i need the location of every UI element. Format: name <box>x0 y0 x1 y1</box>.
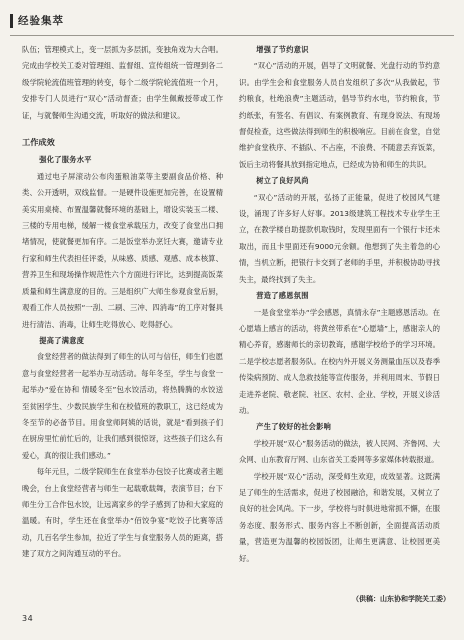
section-header-title: 经验集萃 <box>18 15 64 27</box>
paragraph-ethos: “双心”活动的开展，弘扬了正能量，促进了校园风气建设，涌现了许多好人好事。2013级建筑工程技术专业学生王立，在教学楼自助提款机取钱时，发现里面有一个银行卡还未取出，而且卡里面还有9000元余额。他想到了失主着急的心情，当机立断，把银行卡交到了老师的手里，并积极协助寻找失主，最终找到了失主。 <box>239 192 440 284</box>
section-title: 工作成效 <box>22 137 55 148</box>
contributor-signature: （供稿：山东协和学院关工委） <box>352 594 450 603</box>
page-number: 34 <box>22 614 34 623</box>
right-column <box>239 42 440 567</box>
intro-paragraph: 队伍；管理模式上，变一层抓为多层抓，变独角戏为大合唱。完成由学校关工委对管理组、监督组、宣传组统一管理到各二级学院轮流值班管理的转变，每个二级学院轮流值班一个月，安排专门人员进行“双心”活动督查；由学生佩戴授带或工作证，与就餐师生沟通交流，听取好的做法和建议。 <box>22 45 223 120</box>
paragraph-gratitude: 一是食堂堂举办“学会感恩，真情永存”主题感恩活动。在心愿墙上感言的活动，将黄丝带系在“心愿墙”上，感谢亲人的精心养育，感谢师长的亲切教诲，感谢学校给予的学习环境。二是学校志愿者服务队。在校内外开展义务测量血压以及春季传染病预防、成人急救技能等宣传服务，并利用周末、节假日走进养老院、敬老院、社区、农村、企业、学校，开展义诊活动。 <box>239 307 440 415</box>
subsection-title-ethos: 树立了良好风尚 <box>256 176 309 186</box>
subsection-title-satisfaction: 提高了满意度 <box>39 335 85 345</box>
paragraph-satisfaction-2: 每年元旦，二级学院师生在食堂举办包饺子比赛或者主题晚会，台上食堂经营者与师生一起载歌载舞，表演节目；台下师生分工合作包水饺，让远离家乡的学子感到了协和大家庭的温暖。有时，学生还在食堂举办“佰饺争宴”吃饺子比赛等活动，几百名学生参加，拉近了学生与食堂服务人员的距离，搭建了双方之间沟通互动的平台。 <box>22 467 223 559</box>
paragraph-service: 通过电子屏滚动公布肉蛋粮油菜等主要副食品价格、种类、公开透明，双线监督。一是硬件设施更加完善，在设置精美实用桌椅、布置温馨就餐环境的基础上，增设实装玉二楼、三楼的专用电梯，缓解一楼食堂承载压力，改变了食堂出口拥堵情况，使就餐更加有序。二是饭堂举办烹饪大赛，邀请专业行家和师生代表担任评委，从味感、质感、观感、成本核算、营养卫生和现场操作规范性六个方面进行评比，达到提高饭菜质量和师生满意度的目的。三是组织广大师生参观食堂后厨，观看工作人员按照“一刮、二刷、三冲、四消毒”的工序对餐具进行清洁、消毒，让师生吃得放心、吃得舒心。 <box>22 171 223 329</box>
subsection-title-service: 强化了服务水平 <box>39 155 92 165</box>
subsection-title-saving: 增强了节约意识 <box>256 45 309 54</box>
subsection-title-social-impact: 产生了较好的社会影响 <box>256 422 332 432</box>
left-column <box>22 42 223 563</box>
header-rule <box>10 35 454 36</box>
paragraph-satisfaction-1: 食堂经营者的做法得到了师生的认可与信任，师生们也愿意与食堂经营者一起举办互动活动。每年冬至，学生与食堂一起举办“爱在协和 情暖冬至”包水饺活动，将热腾腾的水饺送至贫困学生、少数民族学生和在校值班的教职工，这已经成为冬至节的必备节目。用食堂师阿姨的话说，就是“看到孩子们在厨房里忙前忙后的，让我们感到很惊讶，这些孩子们这么有爱心，真的很让我们感动。” <box>22 352 223 460</box>
header-marker-bar <box>10 14 13 28</box>
paragraph-social-impact-2: 学校开展“双心”活动，深受师生欢迎，成效显著。这既满足了师生的生活需求，促进了校园融洽，和谐发展，又树立了良好的社会风尚。下一步，学校将与时俱进地常抓不懈，在服务态度、服务形式、服务内容上不断创新，全面提高活动质量，营造更为温馨的校园饭团，让师生更满意、让校园更美好。 <box>239 471 440 563</box>
subsection-title-gratitude: 营造了感恩氛围 <box>256 291 309 301</box>
paragraph-social-impact-1: 学校开展“双心”服务活动的做法，被人民网、齐鲁网、大众网、山东教育厅网、山东省关工委网等多家媒体转载报道。 <box>239 438 440 465</box>
page-header <box>10 8 454 36</box>
paragraph-saving: “双心”活动的开展，倡导了文明就餐、光盘行动的节约意识。由学生会和食堂服务人员自发组织了多次“从我做起，节约粮食，杜绝浪费”主题活动，倡导节约水电，节约粮食，节约纸张，有签名、有倡议、有案例教育、有现身说法、有现场督促检查，这些做法得到师生的积极响应。目前在食堂，自觉维护食堂秩序、不插队、不占座，不浪费、不随意丢弃饭菜，饭后主动将餐具放到指定地点，已经成为协和师生的共识。 <box>239 61 440 169</box>
